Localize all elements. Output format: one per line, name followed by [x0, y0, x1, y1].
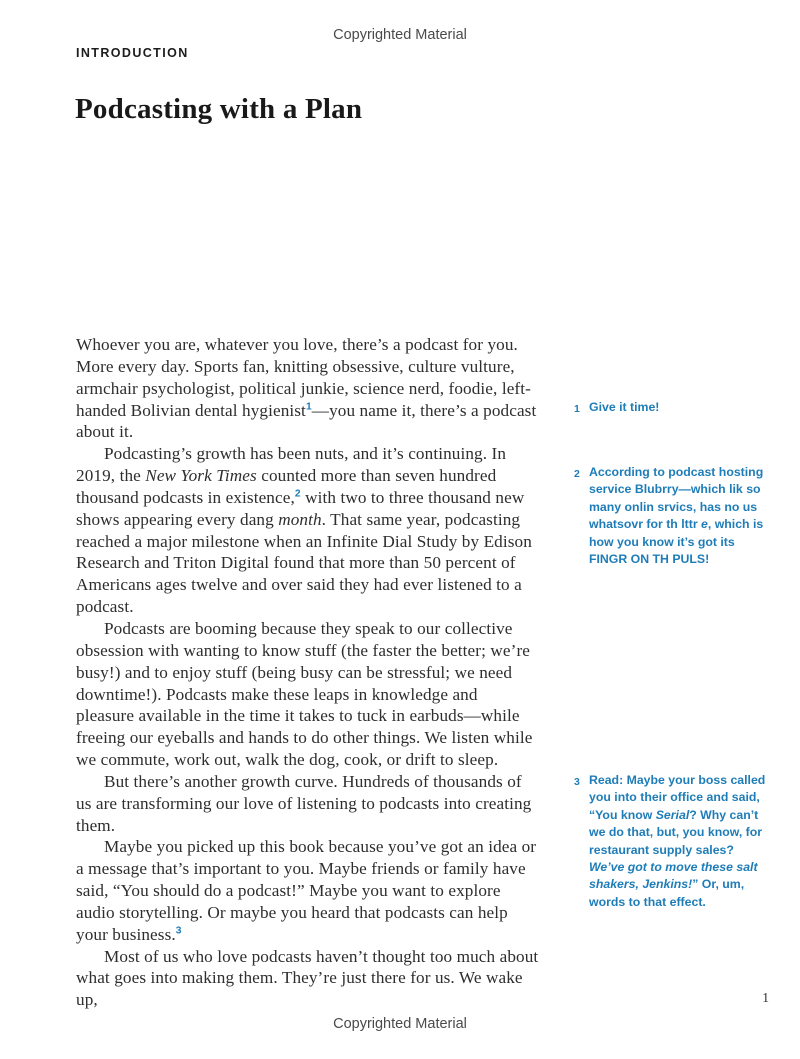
body-paragraph [76, 771, 539, 837]
body-paragraph [76, 443, 539, 618]
margin-note-number: 2 [574, 468, 580, 480]
text-run: , which is how you know it’s got its FINGR ON TH PULS! [589, 517, 764, 567]
section-label: INTRODUCTION [76, 46, 189, 60]
body-text-column [76, 334, 539, 1011]
text-run: Podcasts are booming because they speak to our collective obsession with wanting to know stuff (the faster the better; we’re busy!) and to enjoy stuff (being busy can be stressful; we need downtime!). Podcasts make these leaps in knowledge and pleasure available in the time it takes to tuck in earbuds—while freeing our eyeballs and hands to do other things. We listen while we commute, work out, walk the dog, cook, or drift to sleep. [76, 618, 533, 770]
text-run: But there’s another growth curve. Hundreds of thousands of us are transforming our love of listening to podcasts into creating them. [76, 771, 532, 835]
body-paragraph [76, 946, 539, 1012]
margin-note-number: 3 [574, 776, 580, 788]
text-run: Podcasting’s growth has been nuts, and it’s continuing. In 2019, the [76, 444, 507, 486]
footnote-marker: 1 [305, 400, 312, 412]
text-run: Read: Maybe your boss called you into their office and said, “You know [589, 773, 766, 822]
text-run: Maybe you picked up this book because you’ve got an idea or a message that’s important to you. Maybe friends or family have said, “You should do a podcast!” Maybe you want to explore audio storytelling. Or maybe you heard that podcasts can help your business. [76, 837, 537, 944]
margin-note-text [589, 399, 770, 418]
margin-note-number: 1 [574, 403, 580, 415]
margin-note [574, 399, 770, 418]
italic-text: Serial [655, 807, 690, 822]
text-run: According to podcast hosting service Blubrry—which lik so many onlin srvics, has no us whatsovr for th lttr [589, 465, 764, 532]
text-run: ” Or, um, words to that effect. [589, 877, 745, 909]
text-run: counted more than seven hundred thousand podcasts in existence, [76, 466, 497, 507]
margin-note [574, 772, 770, 911]
footnote-marker: 3 [175, 925, 182, 937]
text-run: with two to three thousand new shows appearing every dang [76, 487, 525, 529]
copyright-watermark-top: Copyrighted Material [333, 27, 467, 43]
text-run: Most of us who love podcasts haven’t thought too much about what goes into making them. They’re just there for us. We wake up, [76, 946, 539, 1010]
text-run: Whoever you are, whatever you love, there’s a podcast for you. More every day. Sports fan, knitting obsessive, culture vulture, armchair psychologist, political junkie, science nerd, foodie, left-handed Bolivian dental hygienist [76, 335, 531, 420]
italic-text: e [701, 517, 708, 532]
text-run: . That same year, podcasting reached a major milestone when an Infinite Dial Study by Edison Research and Triton Digital found that more than 50 percent of Americans ages twelve and over said they had ever listened to a podcast. [76, 509, 532, 617]
chapter-title: Podcasting with a Plan [75, 93, 363, 125]
body-paragraph [76, 836, 539, 945]
footnote-marker: 2 [294, 488, 301, 500]
text-run: Give it time! [589, 400, 660, 414]
page-number: 1 [762, 990, 769, 1005]
text-run: ? Why can’t we do that, but, you know, for restaurant supply sales? [589, 807, 763, 857]
italic-text: We’ve got to move these salt shakers, Jenkins! [589, 860, 758, 892]
body-paragraph [76, 618, 539, 771]
body-paragraph [76, 334, 539, 443]
margin-note [574, 464, 770, 568]
text-run: —you name it, there’s a podcast about it. [76, 400, 537, 442]
italic-text: New York Times [145, 466, 257, 486]
italic-text: month [278, 509, 322, 529]
copyright-watermark-bottom: Copyrighted Material [333, 1016, 467, 1032]
margin-note-text [589, 772, 770, 911]
margin-note-text [589, 464, 770, 568]
